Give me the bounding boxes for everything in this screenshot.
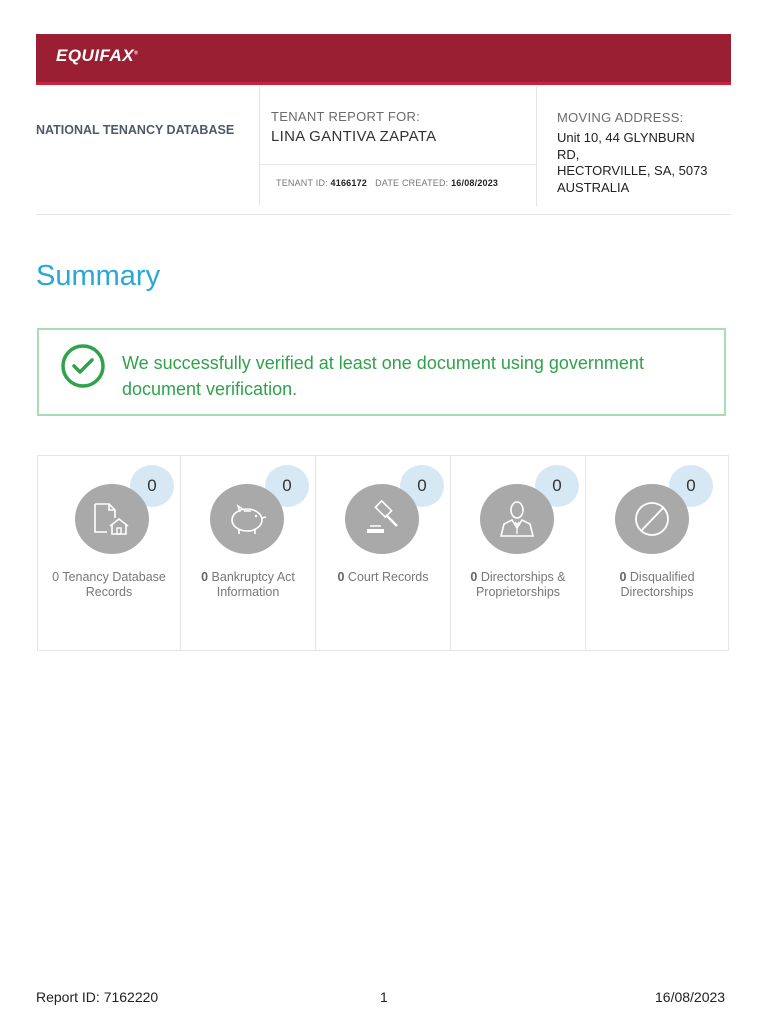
- card-label: 0 Tenancy Database Records: [52, 570, 166, 599]
- record-cards: [37, 455, 729, 651]
- database-label: NATIONAL TENANCY DATABASE: [36, 123, 235, 137]
- tenant-report-label: TENANT REPORT FOR:: [271, 109, 421, 124]
- report-info-row: [36, 86, 731, 215]
- date-created: 16/08/2023: [451, 178, 499, 188]
- tenant-meta: [276, 178, 498, 188]
- verification-notice: [37, 328, 726, 416]
- tenant-id-label: TENANT ID:: [276, 178, 328, 188]
- summary-title: Summary: [36, 260, 161, 292]
- gavel-icon: [345, 484, 419, 554]
- date-created-label: DATE CREATED:: [375, 178, 449, 188]
- card-directorships: [451, 456, 586, 650]
- equifax-logo: EQUIFAX®: [56, 46, 139, 65]
- piggy-bank-icon: [210, 484, 284, 554]
- verification-message: We successfully verified at least one document using government document verification.: [122, 353, 644, 399]
- footer-page-number: 1: [380, 989, 388, 1005]
- card-bankruptcy: [181, 456, 316, 650]
- count-badge: 0: [265, 465, 309, 507]
- count-badge: 0: [535, 465, 579, 507]
- moving-address-label: MOVING ADDRESS:: [557, 110, 684, 125]
- header-bar: [36, 34, 731, 85]
- card-label: 0 Disqualified Directorships: [619, 570, 695, 599]
- tenant-divider: [260, 164, 536, 165]
- address-line: Unit 10, 44 GLYNBURN: [557, 130, 695, 145]
- card-court-records: [316, 456, 451, 650]
- card-label: 0 Directorships & Proprietorships: [470, 570, 566, 599]
- person-icon: [480, 484, 554, 554]
- count-badge: 0: [130, 465, 174, 507]
- card-label: 0 Bankruptcy Act Information: [201, 570, 295, 599]
- column-divider: [536, 86, 537, 206]
- tenant-name: LINA GANTIVA ZAPATA: [271, 128, 437, 145]
- address-line: HECTORVILLE, SA, 5073: [557, 163, 708, 178]
- address-line: RD,: [557, 146, 580, 162]
- count-badge: 0: [400, 465, 444, 507]
- count-badge: 0: [669, 465, 713, 507]
- address-line: AUSTRALIA: [557, 179, 630, 195]
- card-label: 0 Court Records: [337, 570, 429, 584]
- document-house-icon: [75, 484, 149, 554]
- card-tenancy-database: [38, 456, 181, 650]
- footer-date: 16/08/2023: [655, 989, 726, 1005]
- check-circle-icon: [59, 342, 107, 390]
- footer-report-id: Report ID: 7162220: [36, 989, 159, 1005]
- moving-address: [557, 130, 732, 196]
- column-divider: [259, 86, 260, 206]
- card-disqualified: [586, 456, 728, 650]
- tenant-id: 4166172: [330, 178, 367, 188]
- prohibited-icon: [615, 484, 689, 554]
